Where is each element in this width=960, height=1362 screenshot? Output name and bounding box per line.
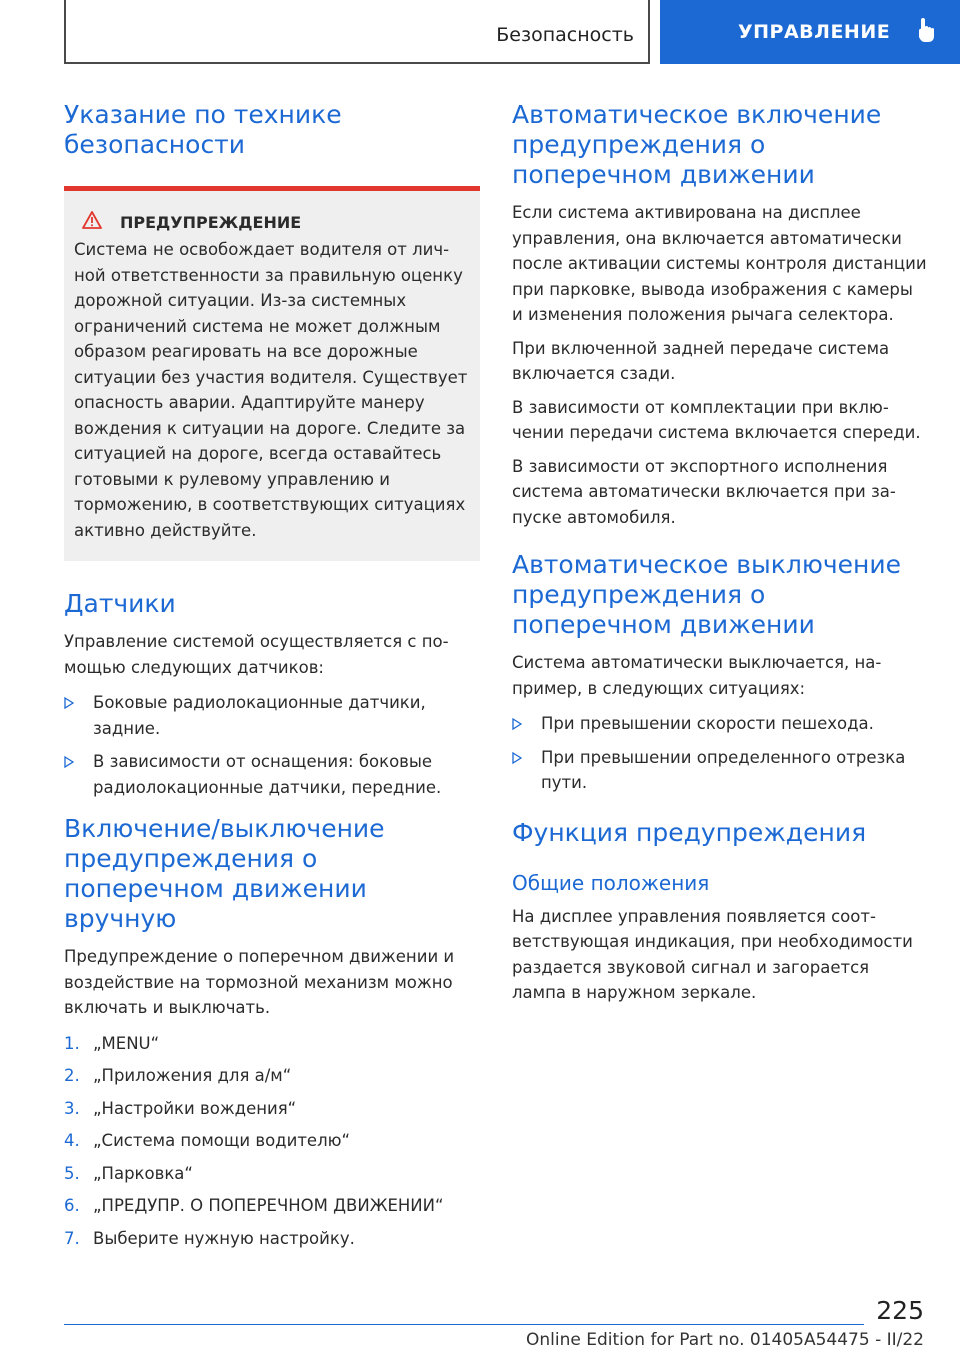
warning-text: Система не освобождает водителя от личной ответственности за правильную оценку дорожной ситуации. Из-за системных ограничений система не может должным образом реагировать на все дорожные ситуации без участия водителя. Существует опасность аварии. Адаптируйте манеру вождения к ситуации на дороге. Следите за ситуацией на дороге, всегда оставайтесь готовыми к рулевому управлению и торможению, в соответствующих ситуациях активно действуйте. <box>74 240 468 540</box>
sensors-heading: Датчики <box>64 589 176 618</box>
step-item <box>64 1063 480 1089</box>
auto-off-heading: Автоматическое выключение предупреждения о поперечном движении <box>512 550 902 639</box>
auto-on-paragraph: При включенной задней передаче система включается сзади. <box>512 338 890 383</box>
warning-title: ПРЕДУПРЕЖДЕНИЕ <box>120 212 302 232</box>
safety-heading: Указание по технике безопасности <box>64 100 342 159</box>
step-number: 1. <box>64 1033 80 1053</box>
hand-pointer-icon <box>916 17 938 48</box>
step-text: „Приложения для а/м“ <box>93 1066 292 1085</box>
sensors-intro: Управление системой осуществляется с помощью следующих датчиков: <box>64 632 449 677</box>
step-text: „Парковка“ <box>93 1163 193 1183</box>
list-item <box>64 749 480 800</box>
step-item <box>64 1031 480 1057</box>
edition-text: Online Edition for Part no. 01405A54475 - II/22 <box>525 1330 924 1350</box>
step-text: „Настройки вождения“ <box>93 1098 297 1118</box>
page-number: 225 <box>876 1296 924 1325</box>
header-frame <box>64 0 650 64</box>
list-item-text: Боковые радиолокационные датчики, задние. <box>93 693 426 738</box>
footer-divider <box>64 1324 864 1325</box>
step-text: Выберите нужную настройку. <box>93 1228 355 1248</box>
step-number: 3. <box>64 1098 80 1118</box>
auto-off-list <box>512 711 928 796</box>
right-column <box>512 100 928 1014</box>
auto-off-intro: Система автоматически выключается, например, в следующих ситуациях: <box>512 653 882 698</box>
step-text: „ПРЕДУПР. О ПОПЕРЕЧНОМ ДВИЖЕНИИ“ <box>93 1196 444 1215</box>
list-item <box>64 690 480 741</box>
bullet-triangle-icon <box>64 749 93 800</box>
step-number: 2. <box>64 1066 80 1085</box>
bullet-triangle-icon <box>64 690 93 741</box>
step-number: 6. <box>64 1196 80 1215</box>
manual-heading: Включение/выключение предупреждения о поперечном движении вручную <box>64 814 385 933</box>
auto-on-heading: Автоматическое включение предупреждения о поперечном движении <box>512 100 882 189</box>
list-item-text: При превышении определенного отрезка пути. <box>541 747 906 792</box>
function-heading: Функция предупреждения <box>512 817 867 847</box>
step-item <box>64 1226 480 1252</box>
auto-on-paragraph: Если система активирована на дисплее управления, она включается автоматически после активации системы контроля дистанции при парковке, вывода изображения с камеры и изменения положения рычага селектора. <box>512 203 927 324</box>
step-item <box>64 1161 480 1187</box>
chapter-tab[interactable] <box>660 0 960 64</box>
step-number: 5. <box>64 1163 80 1183</box>
manual-steps <box>64 1031 480 1252</box>
auto-on-paragraph: В зависимости от комплектации при включении передачи система включается спереди. <box>512 397 921 442</box>
step-item <box>64 1096 480 1122</box>
section-label: Безопасность <box>496 24 634 46</box>
step-text: „Система помощи водителю“ <box>93 1131 351 1150</box>
list-item-text: В зависимости от оснащения: боковые радиолокационные датчики, передние. <box>93 752 442 797</box>
manual-intro: Предупреждение о поперечном движении и воздействие на тормозной механизм можно включать и выключать. <box>64 947 455 1017</box>
bullet-triangle-icon <box>512 745 541 796</box>
general-subheading: Общие положения <box>512 870 710 895</box>
step-number: 7. <box>64 1228 80 1248</box>
list-item <box>512 711 928 737</box>
warning-box <box>64 186 480 561</box>
auto-on-paragraph: В зависимости от экспортного исполнения система автоматически включается при запуске автомобиля. <box>512 456 896 527</box>
sensors-list <box>64 690 480 800</box>
list-item <box>512 745 928 796</box>
left-column <box>64 100 480 1258</box>
list-item-text: При превышении скорости пешехода. <box>541 714 874 733</box>
chapter-tab-label: УПРАВЛЕНИЕ <box>738 21 891 43</box>
warning-triangle-icon <box>82 211 120 233</box>
step-item <box>64 1128 480 1154</box>
warning-header <box>74 211 470 233</box>
step-text: „MENU“ <box>93 1033 160 1053</box>
bullet-triangle-icon <box>512 711 541 737</box>
step-item <box>64 1193 480 1219</box>
step-number: 4. <box>64 1131 80 1150</box>
function-text: На дисплее управления появляется соответствующая индикация, при необходимости раздается звуковой сигнал и загорается лампа в наружном зеркале. <box>512 906 913 1002</box>
